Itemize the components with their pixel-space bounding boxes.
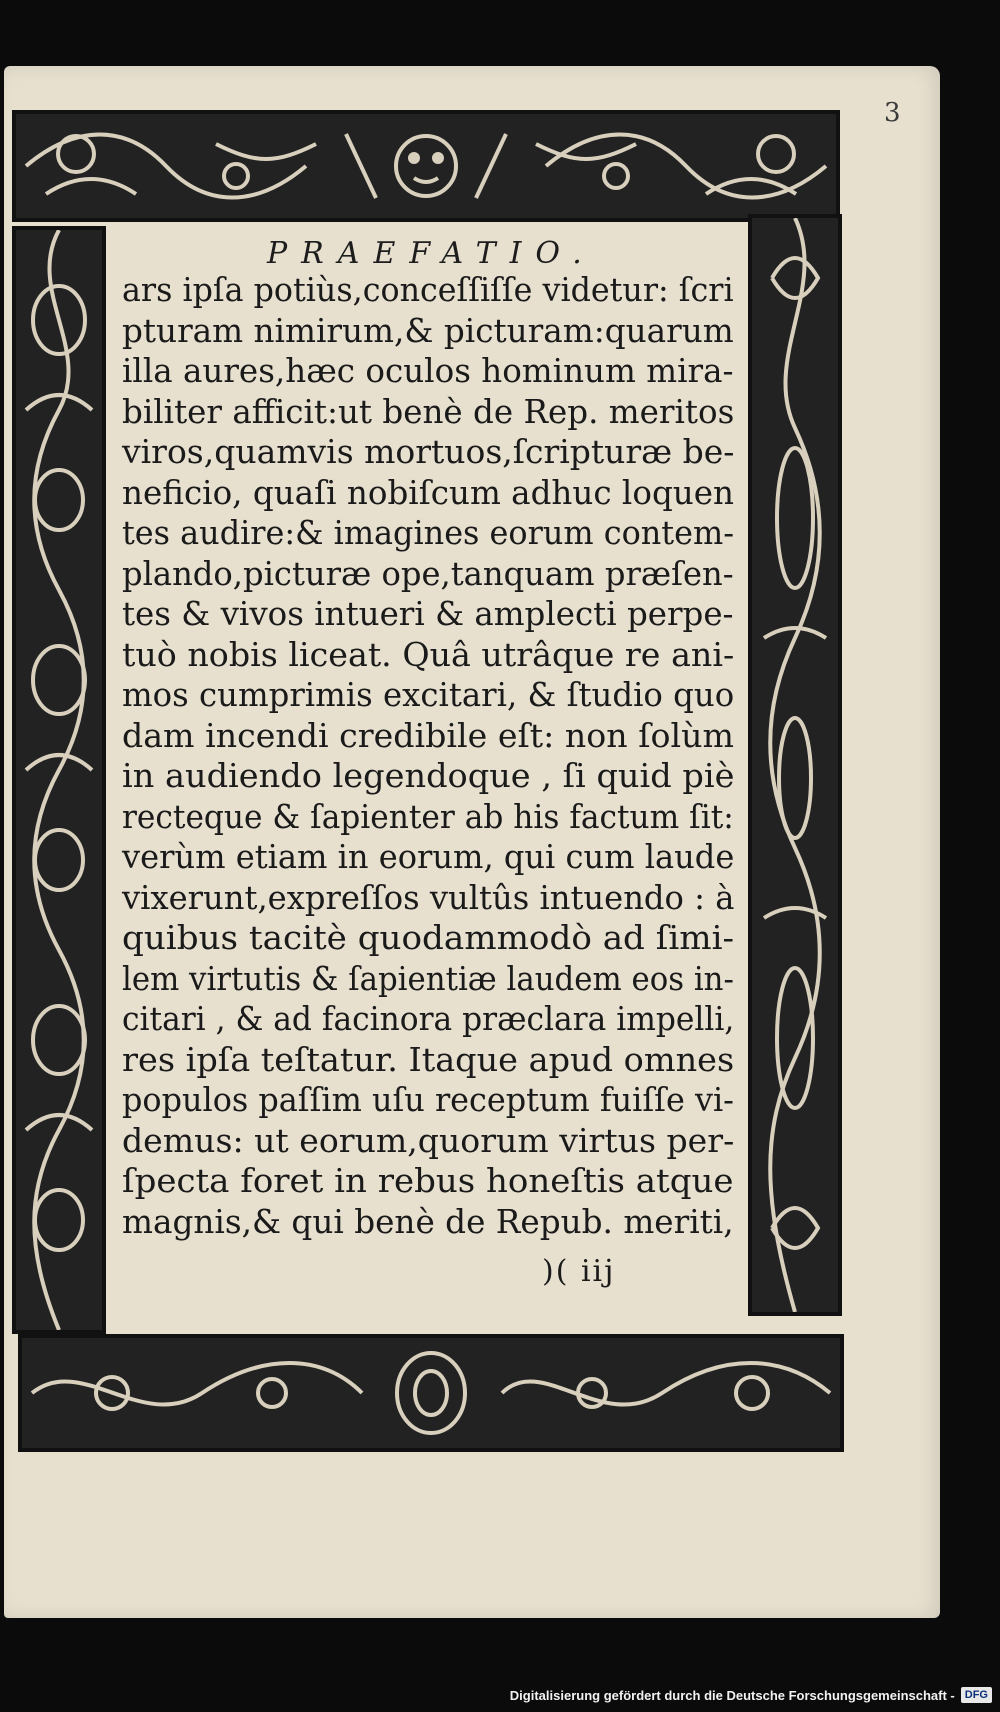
digitization-footer — [510, 1684, 992, 1706]
text-line: tes audire:& imagines eorum contem- — [122, 514, 734, 552]
text-line: res ipſa teſtatur. Itaque apud omnes — [122, 1040, 735, 1079]
text-line: populos paſſim uſu receptum fuiſſe vi- — [122, 1081, 734, 1119]
text-line: recteque & ſapienter ab his factum ſit: — [122, 797, 734, 836]
text-line: plando,picturæ ope,tanquam præſen- — [122, 554, 734, 593]
text-line: viros,quamvis mortuos,ſcripturæ be- — [122, 433, 735, 471]
text-line: vixerunt,expreſſos vultûs intuendo : à — [122, 878, 735, 917]
text-line: illa aures,hæc oculos hominum mira- — [122, 352, 734, 390]
ornament-border-right — [748, 214, 842, 1316]
footer-credit: Digitalisierung gefördert durch die Deutsche Forschungsgemeinschaft - — [509, 1687, 955, 1703]
text-line: biliter afficit:ut benè de Rep. meritos — [122, 392, 735, 431]
text-block — [122, 236, 734, 1316]
dfg-logo: DFG — [961, 1687, 992, 1703]
text-line: citari , & ad facinora præclara impelli, — [122, 1000, 735, 1038]
text-line: lem virtutis & ſapientiæ laudem eos in- — [122, 959, 734, 998]
text-line: quibus tacitè quodammodò ad ſimi- — [122, 919, 735, 957]
signature-mark: )( iij — [542, 1254, 616, 1289]
text-line: in audiendo legendoque , ſi quid piè — [122, 757, 735, 795]
text-line: magnis,& qui benè de Repub. meriti, — [122, 1202, 734, 1241]
text-line: tuò nobis liceat. Quâ utrâque re ani- — [122, 635, 735, 674]
ornament-border-bottom — [18, 1334, 844, 1452]
text-line: neficio, quaſi nobiſcum adhuc loquen — [122, 473, 734, 512]
text-line: dam incendi credibile eſt: non ſolùm — [122, 716, 734, 755]
text-line: ars ipſa potiùs,conceſſiſſe videtur: ſcri — [122, 271, 734, 309]
text-line: mos cumprimis excitari, & ſtudio quo — [122, 676, 735, 714]
text-line: pturam nimirum,& picturam:quarum — [122, 311, 734, 350]
text-line: tes & vivos intueri & amplecti perpe- — [122, 595, 734, 633]
ornament-border-top — [12, 110, 840, 222]
text-line: demus: ut eorum,quorum virtus per- — [122, 1121, 735, 1160]
running-head: PRAEFATIO. — [267, 236, 596, 271]
text-line: ſpecta foret in rebus honeſtis atque — [122, 1162, 734, 1200]
page-number: 3 — [884, 98, 901, 128]
text-line: verùm etiam in eorum, qui cum laude — [122, 838, 735, 876]
ornament-border-left — [12, 226, 106, 1334]
